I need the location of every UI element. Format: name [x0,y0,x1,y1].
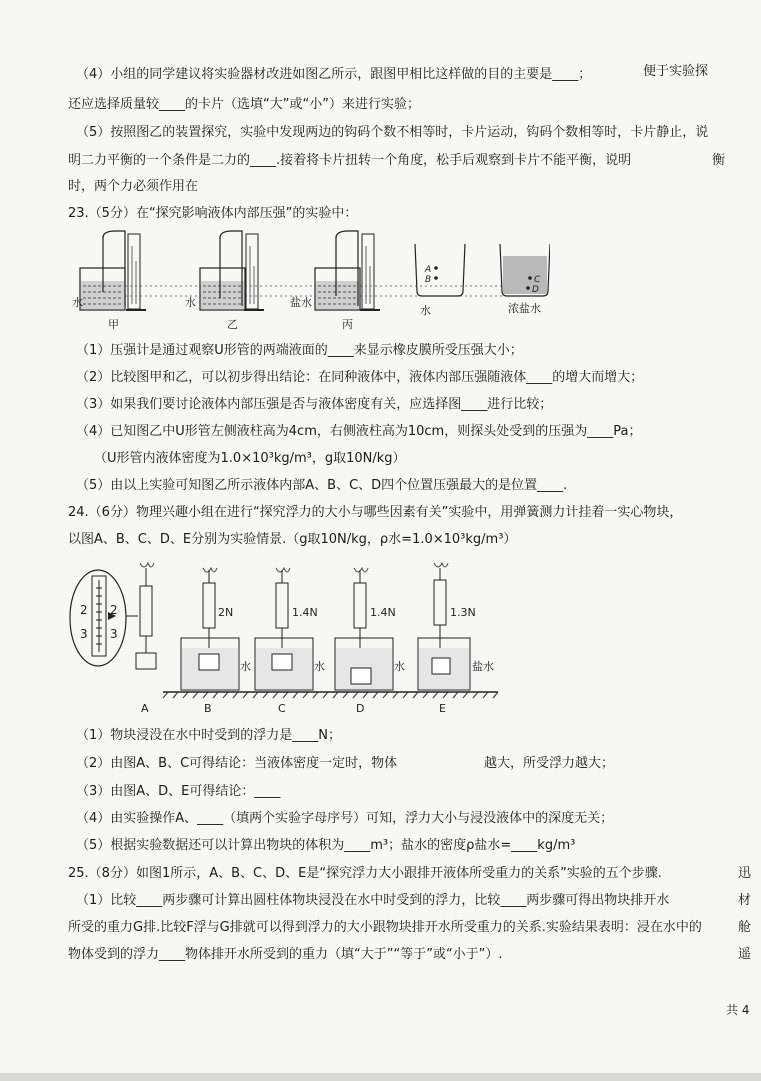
q25-1-line2: 所受的重力G排.比较F浮与G排就可以得到浮力的大小跟物块排开水所受重力的关系.实验结果表明：浸在水中的 [68,920,702,935]
q22-4-line1: （4）小组的同学建议将实验器材改进如图乙所示，跟图甲相比这样做的目的主要是____； [76,67,592,82]
panel-a [136,563,156,669]
liquid-label: 水 [394,660,405,673]
margin-char: 舱 [738,920,752,935]
panel-e [418,563,470,690]
q22-5-line2: 明二力平衡的一个条件是二力的____.接着将卡片扭转一个角度，松手后观察到卡片不能平衡，说明 [68,153,632,168]
q22-5-line2-tail: 衡 [712,153,726,168]
margin-char: 遥 [738,947,752,962]
point-label: B [425,275,432,285]
liquid-label: 水 [314,660,325,673]
magnified-scale [70,570,126,666]
figure-24-spring-scales [68,558,518,718]
q22-4-line1-tail: 便于实验探 [643,64,709,79]
scale-mark: 3 [80,627,88,641]
panel-label: C [278,702,286,715]
q23-3: （3）如果我们要讨论液体内部压强是否与液体密度有关，应选择图____进行比较； [76,397,553,412]
liquid-label: 水 [240,660,251,673]
beaker-right [500,244,550,296]
q24-title-line1: 24.（6分）物理兴趣小组在进行“探究浮力的大小与哪些因素有关”实验中，用弹簧测力计挂着一实心物块， [68,505,683,520]
q23-2: （2）比较图甲和乙，可以初步得出结论：在同种液体中，液体内部压强随液体____的增大而增大； [76,370,644,385]
panel-d [335,568,393,690]
panel-label: E [439,702,446,715]
apparatus-jia [80,231,146,310]
beaker-label: 浓盐水 [508,302,541,315]
figure-label: 丙 [342,318,353,331]
panel-b [181,568,239,690]
q23-1: （1）压强计是通过观察U形管的两端液面的____来显示橡皮膜所受压强大小； [76,343,523,358]
point-label: C [534,275,541,285]
point-label: D [532,285,539,295]
figure-label: 甲 [108,318,119,331]
q24-1: （1）物块浸没在水中时受到的浮力是____N； [76,728,341,743]
apparatus-bing [315,231,380,310]
q22-4-line2: 还应选择质量较____的卡片（选填“大”或“小”）来进行实验； [68,97,420,112]
margin-char: 材 [738,893,752,908]
scale-mark: 2 [110,603,118,617]
q25-1-line3: 物体受到的浮力____物体排开水所受到的重力（填“大于”“等于”或“小于”）. [68,947,503,962]
liquid-label: 水 [72,296,83,309]
margin-char: 迅 [738,866,752,881]
scale-mark: 3 [110,627,118,641]
liquid-label: 水 [185,296,196,309]
panel-label: D [356,702,365,715]
panel-c [255,568,313,690]
q24-2-tail: 越大，所受浮力越大； [484,756,615,771]
panel-label: B [204,702,212,715]
liquid-label: 盐水 [290,296,312,309]
q25-1-line1: （1）比较____两步骤可计算出圆柱体物块浸没在水中时受到的浮力，比较____两步骤可得出物块排开水 [76,893,670,908]
beaker-left [415,244,465,296]
reading-label: 2N [218,606,234,619]
q24-4: （4）由实验操作A、____（填两个实验字母序号）可知，浮力大小与浸没液体中的深度无关； [76,811,614,826]
liquid-label: 盐水 [472,660,494,673]
q22-5-line1: （5）按照图乙的装置探究，实验中发现两边的钩码个数不相等时，卡片运动，钩码个数相等时，卡片静止，说 [76,125,709,140]
q24-2: （2）由图A、B、C可得结论：当液体密度一定时，物体 [76,756,398,771]
q22-5-line3: 时，两个力必须作用在 [68,179,199,194]
q24-5: （5）根据实验数据还可以计算出物块的体积为____m³；盐水的密度ρ盐水=____kg/m³ [76,838,576,853]
q23-4-line2: （U形管内液体密度为1.0×10³kg/m³，g取10N/kg） [94,451,406,466]
q23-5: （5）由以上实验可知图乙所示液体内部A、B、C、D四个位置压强最大的是位置____. [76,478,568,493]
q25-title: 25.（8分）如图1所示，A、B、C、D、E是“探究浮力大小跟排开液体所受重力的关系”实验的五个步骤. [68,866,662,881]
reading-label: 1.4N [370,606,396,619]
point-label: A [425,265,432,275]
beaker-label: 水 [420,304,431,317]
q24-title-line2: 以图A、B、C、D、E分别为实验情景.（g取10N/kg，ρ水=1.0×10³kg/m³） [68,532,517,547]
scale-mark: 2 [80,603,88,617]
page-bottom-edge [0,1073,761,1081]
reading-label: 1.4N [292,606,318,619]
q23-4-line1: （4）已知图乙中U形管左侧液柱高为4cm，右侧液柱高为10cm，则探头处受到的压强为____Pa； [76,424,642,439]
reading-label: 1.3N [450,606,476,619]
q24-3: （3）由图A、D、E可得结论：____ [76,784,281,799]
figure-label: 乙 [227,318,238,331]
q23-title: 23.（5分）在“探究影响液体内部压强”的实验中： [68,206,358,221]
page-footer: 共 4 [726,1003,750,1017]
apparatus-yi [200,231,264,310]
figure-23-pressure-gauges [70,226,550,336]
panel-label: A [141,702,149,715]
